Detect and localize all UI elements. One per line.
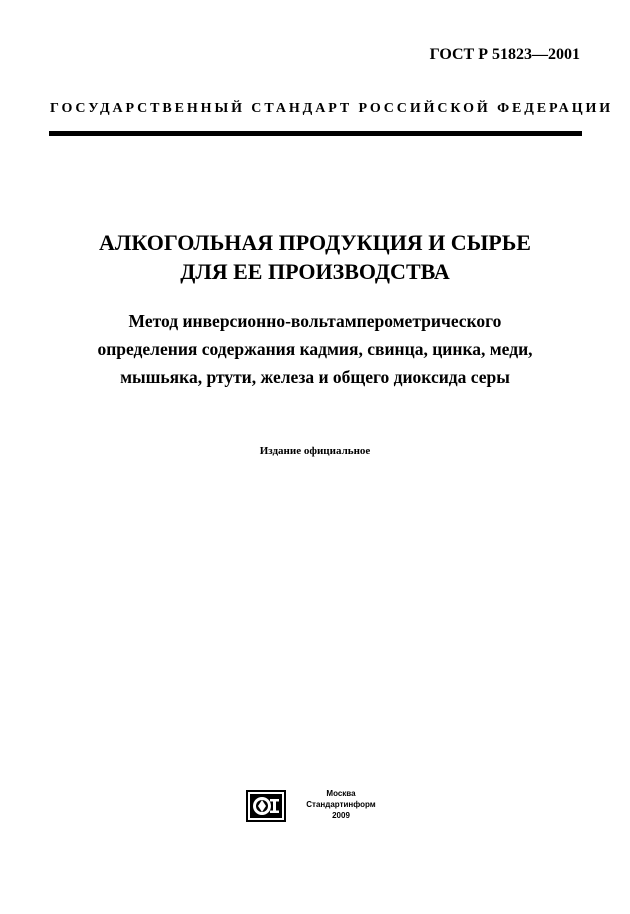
publisher-block [246, 788, 396, 824]
standartinform-logo-icon [246, 790, 286, 822]
header-divider [49, 131, 582, 136]
document-title-line-1: АЛКОГОЛЬНАЯ ПРОДУКЦИЯ И СЫРЬЕ [99, 230, 531, 255]
document-subtitle-line-1: Метод инверсионно-вольтамперометрического [128, 311, 502, 331]
document-title-line-2: ДЛЯ ЕЕ ПРОИЗВОДСТВА [180, 259, 450, 284]
publisher-text [292, 788, 390, 821]
document-subtitle-line-3: мышьяка, ртути, железа и общего диоксида серы [120, 367, 510, 387]
publisher-name: Стандартинформ [306, 800, 376, 809]
document-number: ГОСТ Р 51823—2001 [429, 46, 580, 63]
document-subtitle [0, 307, 630, 391]
publisher-year: 2009 [332, 811, 350, 820]
state-standard-heading: ГОСУДАРСТВЕННЫЙ СТАНДАРТ РОССИЙСКОЙ ФЕДЕРАЦИИ [50, 101, 614, 116]
edition-label: Издание официальное [259, 445, 371, 457]
document-subtitle-line-2: определения содержания кадмия, свинца, цинка, меди, [97, 339, 533, 359]
publisher-city: Москва [326, 789, 356, 798]
document-title [0, 228, 630, 286]
